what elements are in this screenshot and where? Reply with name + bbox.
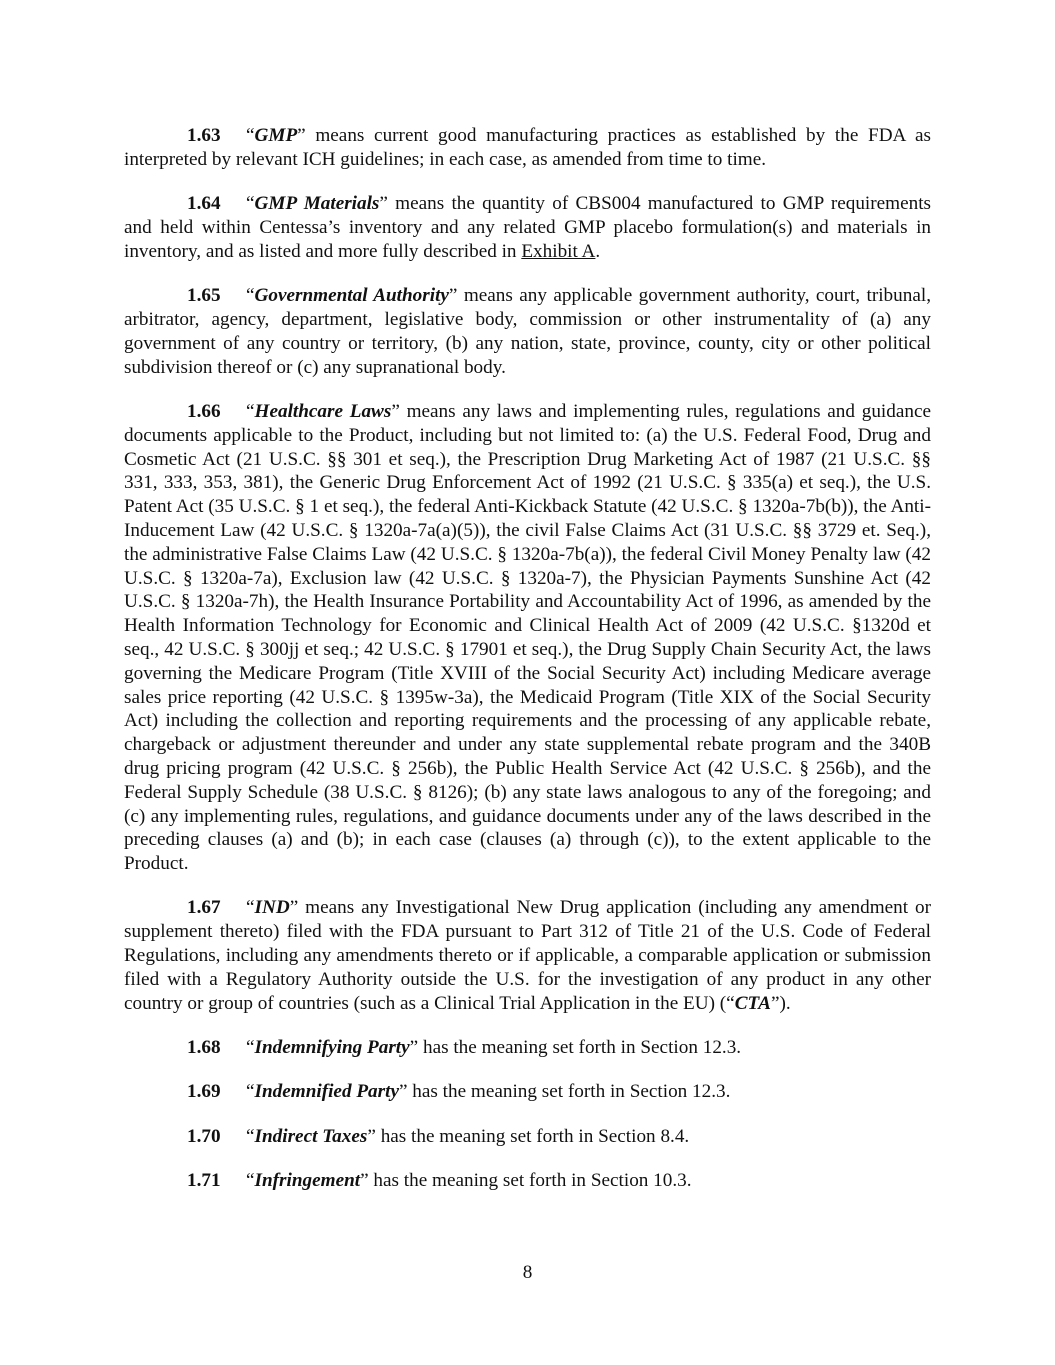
document-page	[124, 124, 931, 1214]
defined-term: Indemnified Party	[254, 1081, 399, 1103]
abbreviation-term: CTA	[734, 992, 771, 1014]
open-quote: “	[246, 400, 255, 422]
definition-text: has the meaning set forth in Section 8.4.	[375, 1125, 690, 1147]
definition-text: means any laws and implementing rules, regulations and guidance documents applicable to the Product, including but not limited to: (a) the U.S. Federal Food, Drug and Cosmetic Act (21 U.S.C. §§ 301 et seq.), the Prescription Drug Marketing Act of 1987 (21 U.S.C. §§ 331, 333, 353, 381), the Generic Drug Enforcement Act of 1992 (21 U.S.C. § 335(a) et seq.), the U.S. Patent Act (35 U.S.C. § 1 et seq.), the federal Anti-Kickback Statute (42 U.S.C. § 1320a-7b(b)), the Anti-Inducement Law (42 U.S.C. § 1320a-7a(a)(5)), the civil False Claims Act (31 U.S.C. §§ 3729 et. Seq.), the administrative False Claims Law (42 U.S.C. § 1320a-7b(a)), the federal Civil Money Penalty law (42 U.S.C. § 1320a-7a), Exclusion law (42 U.S.C. § 1320a-7), the Physician Payments Sunshine Act (42 U.S.C. § 1320a-7h), the Health Insurance Portability and Accountability Act of 1996, as amended by the Health Information Technology for Economic and Clinical Health Act of 2009 (42 U.S.C. §1320d et seq., 42 U.S.C. § 300jj et seq.; 42 U.S.C. § 17901 et seq.), the Drug Supply Chain Security Act, the laws governing the Medicare Program (Title XVIII of the Social Security Act) including Medicare average sales price reporting (42 U.S.C. § 1395w-3a), the Medicaid Program (Title XIX of the Social Security Act) including the collection and reporting requirements and the processing of any applicable rebate, chargeback or adjustment thereunder and under any state supplemental rebate program and the 340B drug pricing program (42 U.S.C. § 256b), the Public Health Service Act (42 U.S.C. § 256b), and the Federal Supply Schedule (38 U.S.C. § 8126); (b) any state laws analogous to any of the foregoing; and (c) any implementing rules, regulations, and guidance documents under any of the laws described in the preceding clauses (a) and (b); in each case (clauses (a) through (c)), to the extent applicable to the Product.	[124, 400, 931, 875]
open-quote: “	[246, 125, 255, 146]
section-1-68	[124, 1036, 931, 1060]
defined-term: GMP	[254, 125, 298, 146]
open-quote: “	[246, 1125, 255, 1147]
section-1-64	[124, 192, 931, 263]
section-number: 1.69	[187, 1081, 221, 1103]
close-quote: ”	[379, 193, 388, 215]
defined-term: GMP Materials	[254, 193, 380, 215]
definition-text: means current good manufacturing practices as established by the FDA as interpreted by relevant ICH guidelines; in each case, as amended from time to time.	[124, 125, 931, 170]
close-quote: ”	[398, 1081, 408, 1103]
section-number: 1.67	[187, 897, 221, 919]
defined-term: Governmental Authority	[254, 285, 449, 307]
section-1-63	[124, 124, 931, 172]
defined-term: Infringement	[254, 1170, 361, 1192]
section-number: 1.63	[187, 125, 221, 146]
close-quote: ”	[367, 1125, 376, 1147]
section-1-65	[124, 284, 931, 379]
definition-text: has the meaning set forth in Section 12.3.	[407, 1081, 731, 1103]
section-1-70	[124, 1125, 931, 1149]
open-quote: “	[246, 897, 255, 919]
definition-text: means any Investigational New Drug application (including any amendment or supplement thereto) filed with the FDA pursuant to Part 312 of Title 21 of the U.S. Code of Federal Regulations, including any amendments thereto or if applicable, a comparable application or submission filed with a Regulatory Authority outside the U.S. for the investigation of any product in any other country or group of countries (such as a Clinical Trial Application in the EU) (	[124, 897, 931, 1014]
open-quote: “	[246, 1081, 255, 1103]
defined-term: Indirect Taxes	[254, 1125, 368, 1147]
section-1-69	[124, 1080, 931, 1104]
defined-term: Healthcare Laws	[254, 400, 392, 422]
close-quote: ”	[297, 125, 306, 146]
section-number: 1.66	[187, 400, 221, 422]
definition-text: means the quantity of CBS004 manufactured to GMP requirements and held within Centessa’s inventory and any related GMP placebo formulation(s) and materials in inventory, and as listed and more fully described in	[124, 193, 931, 262]
section-number: 1.68	[187, 1037, 221, 1059]
open-quote: “	[246, 285, 255, 307]
close-quote: ”	[360, 1170, 369, 1192]
section-number: 1.71	[187, 1170, 221, 1192]
close-quote: ”	[448, 285, 458, 307]
close-quote: ”	[391, 400, 400, 422]
section-1-67	[124, 896, 931, 1015]
abbr-close-quote: ”).	[770, 992, 791, 1014]
defined-term: Indemnifying Party	[254, 1037, 410, 1059]
section-number: 1.65	[187, 285, 221, 307]
close-quote: ”	[289, 897, 299, 919]
exhibit-a-link[interactable]: Exhibit A	[521, 240, 596, 262]
section-number: 1.64	[187, 193, 221, 215]
abbr-open-quote: “	[726, 992, 735, 1014]
definition-text: has the meaning set forth in Section 10.3.	[368, 1170, 692, 1192]
section-1-66	[124, 400, 931, 876]
section-number: 1.70	[187, 1125, 221, 1147]
definition-text: has the meaning set forth in Section 12.3.	[418, 1037, 742, 1059]
definition-text: means any applicable government authority, court, tribunal, arbitrator, agency, department, legislative body, commission or other instrumentality of (a) any government of any country or territory, (b) any nation, state, province, county, city or other political subdivision thereof or (c) any supranational body.	[124, 285, 931, 378]
page-number: 8	[522, 1262, 533, 1283]
defined-term: IND	[254, 897, 290, 919]
definition-tail: .	[595, 240, 601, 262]
open-quote: “	[246, 193, 255, 215]
section-1-71	[124, 1169, 931, 1193]
close-quote: ”	[409, 1037, 419, 1059]
open-quote: “	[246, 1037, 255, 1059]
open-quote: “	[246, 1170, 255, 1192]
